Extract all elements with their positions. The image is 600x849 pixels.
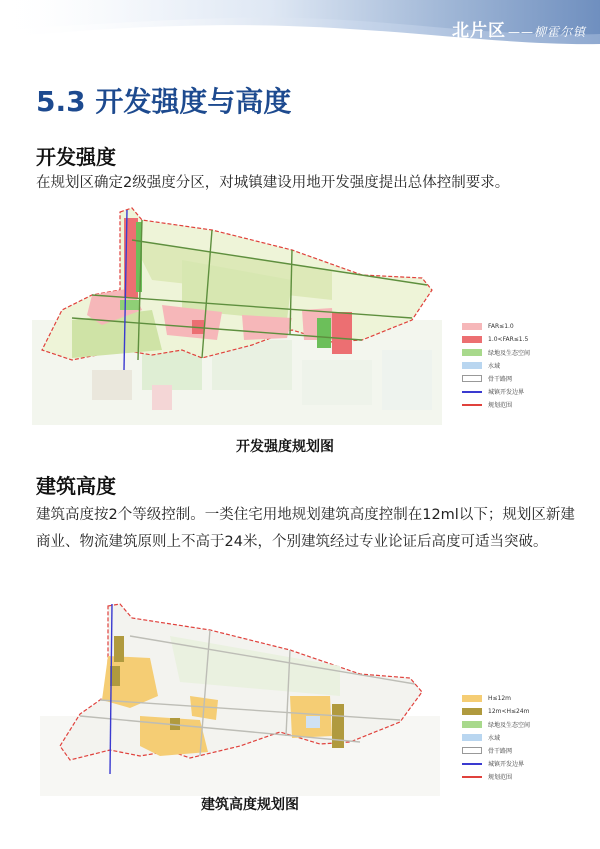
legend-item-height-mid — [462, 705, 530, 718]
legend-item-road-network — [462, 372, 530, 385]
height-map-caption: 建筑高度规划图 — [201, 797, 299, 813]
legend-item-far-low — [462, 320, 530, 333]
legend-swatch — [462, 323, 482, 330]
legend-swatch — [462, 349, 482, 356]
intensity-paragraph: 在规划区确定2级强度分区，对城镇建设用地开发强度提出总体控制要求。 — [36, 175, 510, 191]
height-legend — [462, 692, 530, 783]
legend-swatch — [462, 362, 482, 369]
section-title: 5.3 开发强度与高度 — [36, 85, 292, 118]
legend-swatch — [462, 404, 482, 406]
legend-swatch — [462, 734, 482, 741]
intensity-map — [32, 200, 442, 425]
legend-swatch — [462, 695, 482, 702]
legend-swatch — [462, 336, 482, 343]
legend-item-dev-boundary — [462, 757, 530, 770]
header-band — [0, 0, 600, 58]
header-title — [452, 16, 586, 41]
legend-label: 绿地及生态空间 — [488, 722, 531, 729]
legend-label: 12m<H≤24m — [488, 708, 530, 715]
legend-label: 骨干路网 — [488, 748, 513, 755]
legend-swatch — [462, 375, 482, 382]
legend-item-height-low — [462, 692, 530, 705]
header-subtitle: ——柳霍尔镇 — [507, 25, 586, 39]
header-title-main: 北片区 — [451, 21, 506, 41]
legend-item-plan-scope — [462, 770, 530, 783]
legend-swatch — [462, 391, 482, 393]
intensity-heading: 开发强度 — [36, 145, 116, 169]
legend-swatch — [462, 708, 482, 715]
legend-item-far-high — [462, 333, 530, 346]
height-map — [40, 596, 440, 796]
height-heading: 建筑高度 — [36, 474, 116, 498]
legend-label: FAR≤1.0 — [488, 323, 514, 330]
legend-item-road-network — [462, 744, 530, 757]
legend-label: 城镇开发边界 — [488, 389, 525, 396]
legend-item-dev-boundary — [462, 385, 530, 398]
legend-item-plan-scope — [462, 398, 530, 411]
legend-swatch — [462, 776, 482, 778]
legend-swatch — [462, 763, 482, 765]
legend-label: 规划范围 — [488, 774, 513, 781]
legend-label: 1.0<FAR≤1.5 — [488, 336, 529, 343]
height-paragraph: 建筑高度按2个等级控制。一类住宅用地规划建筑高度控制在12ml以下；规划区新建商业、物流建筑原则上不高于24米，个别建筑经过专业论证后高度可适当突破。 — [36, 507, 575, 550]
legend-item-water — [462, 731, 530, 744]
legend-label: H≤12m — [488, 695, 512, 702]
legend-item-green-space — [462, 718, 530, 731]
legend-item-water — [462, 359, 530, 372]
legend-item-green-space — [462, 346, 530, 359]
intensity-map-caption: 开发强度规划图 — [236, 439, 334, 455]
legend-label: 水域 — [488, 363, 501, 370]
legend-label: 骨干路网 — [488, 376, 513, 383]
legend-label: 水域 — [488, 735, 501, 742]
legend-swatch — [462, 721, 482, 728]
legend-label: 规划范围 — [488, 402, 513, 409]
intensity-legend — [462, 320, 530, 411]
legend-label: 城镇开发边界 — [488, 761, 525, 768]
legend-label: 绿地及生态空间 — [488, 350, 531, 357]
legend-swatch — [462, 747, 482, 754]
